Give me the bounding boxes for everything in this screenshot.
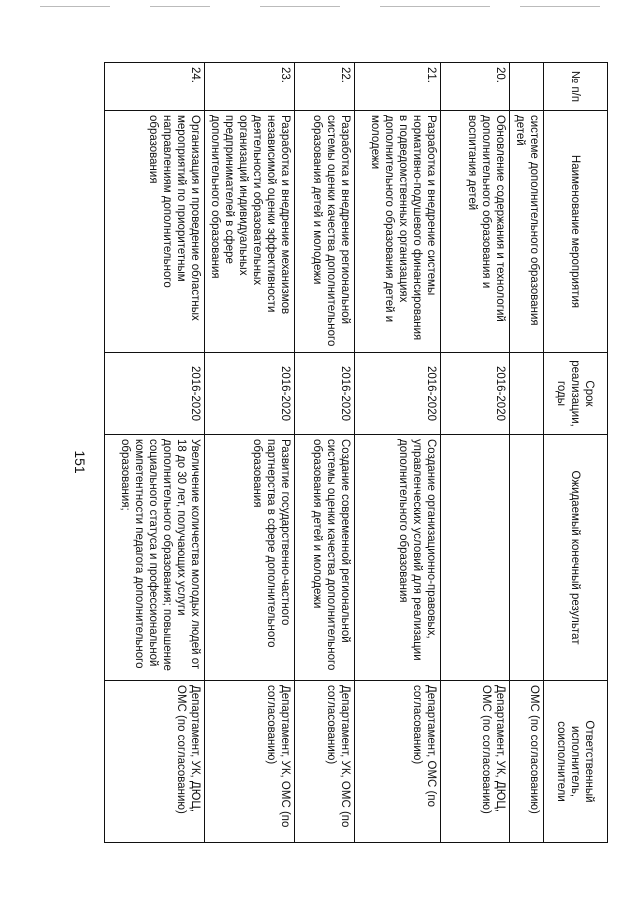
- header-name: Наименование мероприятия: [543, 111, 607, 353]
- cell-num: 20.: [441, 63, 509, 111]
- cell-responsible: Департамент, УК, ДЮЦ, ОМС (по согласованию): [441, 681, 509, 843]
- cell-name: Разработка и внедрение механизмов независимой оценки эффективности деятельности образовательных организаций индивидуальных предпринимателей в сфере дополнительного образования: [205, 111, 294, 353]
- header-term: Срок реализации, годы: [543, 353, 607, 435]
- cell-term: 2016-2020: [205, 353, 294, 435]
- cell-result: Создание организационно-правовых, управленческих условий для реализации дополнительного образования: [355, 435, 441, 681]
- cell-responsible: ОМС (по согласованию): [509, 681, 543, 843]
- table-row: [105, 63, 205, 843]
- cell-responsible: Департамент, ОМС (по согласованию): [355, 681, 441, 843]
- rotated-table: [104, 62, 608, 842]
- cell-num: 23.: [205, 63, 294, 111]
- scan-mark: [260, 6, 340, 7]
- cell-num: 21.: [355, 63, 441, 111]
- cell-term: 2016-2020: [294, 353, 354, 435]
- header-result: Ожидаемый конечный результат: [543, 435, 607, 681]
- scan-mark: [40, 6, 110, 7]
- cell-result: Создание современной региональной системы оценки качества дополнительного образования детей и молодежи: [294, 435, 354, 681]
- cell-result: [441, 435, 509, 681]
- table-row-continuation: [509, 63, 543, 843]
- cell-num: [509, 63, 543, 111]
- cell-name: Разработка и внедрение региональной системы оценки качества дополнительного образования детей и молодежи: [294, 111, 354, 353]
- scan-mark: [520, 6, 600, 7]
- cell-responsible: Департамент, УК, ОМС (по согласованию): [205, 681, 294, 843]
- cell-name: Обновление содержания и технологий дополнительного образования и воспитания детей: [441, 111, 509, 353]
- cell-term: 2016-2020: [441, 353, 509, 435]
- header-num: № п/п: [543, 63, 607, 111]
- cell-term: 2016-2020: [355, 353, 441, 435]
- table-row: [441, 63, 509, 843]
- table-header-row: [543, 63, 607, 843]
- cell-num: 22.: [294, 63, 354, 111]
- cell-name: Организация и проведение областных мероприятий по приоритетным направлениям дополнительного образования: [105, 111, 205, 353]
- scan-mark: [150, 6, 210, 7]
- cell-num: 24.: [105, 63, 205, 111]
- cell-responsible: Департамент, УК, ДЮЦ, ОМС (по согласованию): [105, 681, 205, 843]
- page-number: 151: [72, 450, 88, 474]
- cell-result: [509, 435, 543, 681]
- cell-term: [509, 353, 543, 435]
- cell-result: Увеличение количества молодых людей от 18 до 30 лет, получающих услуги дополнительного образования; повышение социального статуса и профессиональной компетентности педагога дополнительного образования;: [105, 435, 205, 681]
- table-container: [104, 62, 608, 842]
- cell-responsible: Департамент, УК, ОМС (по согласованию): [294, 681, 354, 843]
- table-row: [355, 63, 441, 843]
- header-responsible: Ответственный исполнитель, соисполнители: [543, 681, 607, 843]
- table-row: [294, 63, 354, 843]
- cell-result: Развитие государственно-частного партнерства в сфере дополнительного образования: [205, 435, 294, 681]
- table-row: [205, 63, 294, 843]
- cell-term: 2016-2020: [105, 353, 205, 435]
- cell-name: Разработка и внедрение системы нормативно-подушевого финансирования в подведомственных организациях дополнительного образования детей и молодежи: [355, 111, 441, 353]
- events-table: [104, 62, 608, 843]
- scan-mark: [380, 6, 490, 7]
- cell-name: системе дополнительного образования детей: [509, 111, 543, 353]
